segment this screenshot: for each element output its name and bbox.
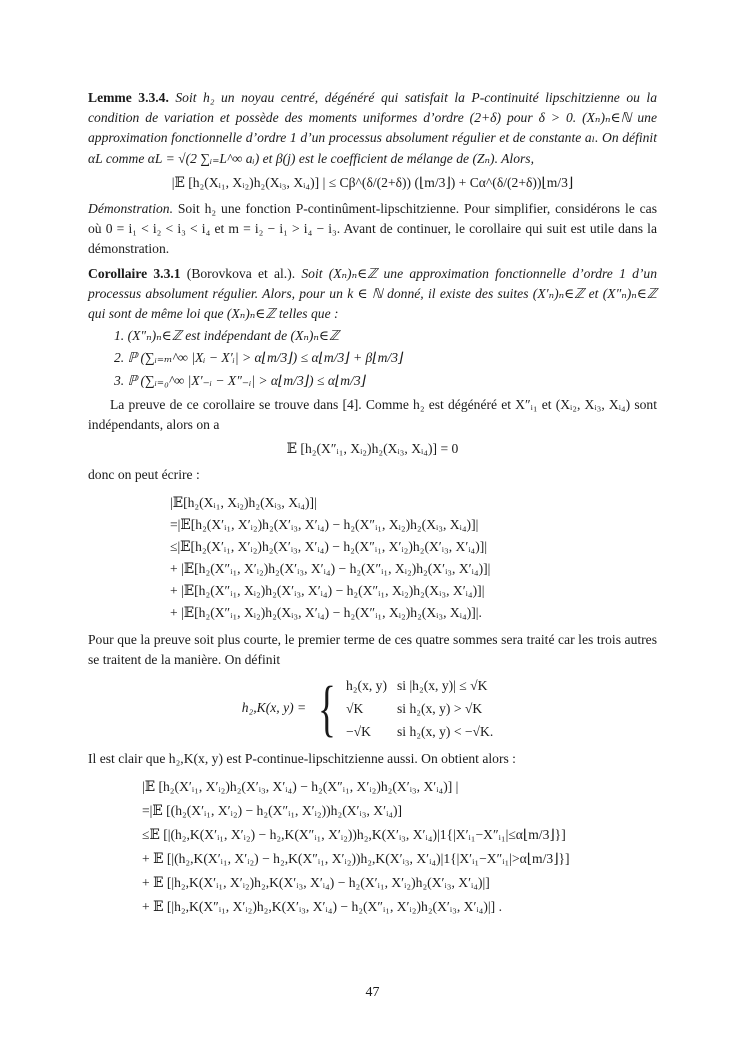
corollary-label: Corollaire 3.3.1	[88, 265, 181, 281]
cases-row	[346, 674, 503, 697]
cases-row	[346, 697, 503, 720]
page-number: 47	[365, 985, 380, 1000]
corollary-statement: Soit (Xₙ)ₙ∈ℤ une approximation fonctionnelle d’ordre 1 d’un processus absolument régulier. Alors, pour un k ∈ ℕ donné, il existe des suites (X′ₙ)ₙ∈ℤ et (X″ₙ)ₙ∈ℤ qui sont de même loi que (Xₙ)ₙ∈ℤ telles que :	[88, 265, 658, 322]
truncation-definition	[88, 674, 657, 743]
cases-condition: si h₂(x, y) < −√K.	[396, 724, 494, 740]
align-line: + |𝔼[h₂(X″ᵢ₁, Xᵢ₂)h₂(X′ᵢ₃, X′ᵢ₄) − h₂(X″ᵢ₁, Xᵢ₂)h₂(Xᵢ₃, X′ᵢ₄)]|	[170, 582, 485, 598]
align-line: =|𝔼[h₂(X′ᵢ₁, X′ᵢ₂)h₂(X′ᵢ₃, X′ᵢ₄) − h₂(X″ᵢ₁, Xᵢ₂)h₂(Xᵢ₃, Xᵢ₄)]|	[170, 516, 479, 532]
lemma-formula: |𝔼 [h₂(Xᵢ₁, Xᵢ₂)h₂(Xᵢ₃, Xᵢ₄)] | ≤ Cβ^(δ/(2+δ)) (⌊m/3⌋) + Cα^(δ/(2+δ))⌊m/3⌋	[171, 174, 574, 190]
proof-text: Soit h₂ une fonction P-continûment-lipschitzienne. Pour simplifier, considérons le cas où 0 = i₁ < i₂ < i₃ < i₄ et m = i₂ − i₁ > i₄ − i₃. Avant de continuer, le corollaire qui suit est utile dans la démonstration.	[88, 201, 657, 257]
align-line: + 𝔼 [|h₂,K(X″ᵢ₁, X′ᵢ₂)h₂,K(X′ᵢ₃, X′ᵢ₄) − h₂(X″ᵢ₁, X′ᵢ₂)h₂(X′ᵢ₃, X′ᵢ₄)|] .	[142, 899, 502, 915]
cases-table	[346, 674, 503, 743]
cases-condition: si h₂(x, y) > √K	[396, 701, 483, 717]
paragraph-lipschitz: Il est clair que h₂,K(x, y) est P-continue-lipschitzienne aussi. On obtient alors :	[88, 751, 516, 767]
inequality-chain-2	[142, 775, 657, 919]
corollary-item: 2. ℙ (∑ᵢ₌ₘ^∞ |Xᵢ − X′ᵢ| > α⌊m/3⌋) ≤ α⌊m/3⌋ + β⌊m/3⌋	[114, 350, 404, 366]
align-line: |𝔼 [h₂(X′ᵢ₁, X′ᵢ₂)h₂(X′ᵢ₃, X′ᵢ₄) − h₂(X″ᵢ₁, X′ᵢ₂)h₂(X′ᵢ₃, X′ᵢ₄)] |	[142, 779, 459, 795]
cases-lhs: h₂,K(x, y) =	[241, 700, 307, 716]
cases-row	[346, 720, 503, 743]
paragraph-define: Pour que la preuve soit plus courte, le premier terme de ces quatre sommes sera traité car les trois autres se traitent de la manière. On définit	[88, 631, 657, 667]
equation-zero-expectation: 𝔼 [h₂(X″ᵢ₁, Xᵢ₂)h₂(Xᵢ₃, Xᵢ₄)] = 0	[286, 441, 459, 457]
paragraph-proof-reference: La preuve de ce corollaire se trouve dans [4]. Comme h₂ est dégénéré et X″ᵢ₁ et (Xᵢ₂, Xᵢ₃, Xᵢ₄) sont indépendants, alors on a	[88, 396, 657, 433]
paragraph-write: donc on peut écrire :	[88, 467, 200, 483]
align-line: |𝔼[h₂(Xᵢ₁, Xᵢ₂)h₂(Xᵢ₃, Xᵢ₄)]|	[170, 494, 317, 510]
lemma	[88, 88, 657, 169]
align-line: + 𝔼 [|(h₂,K(X′ᵢ₁, X′ᵢ₂) − h₂,K(X″ᵢ₁, X′ᵢ₂))h₂,K(X′ᵢ₃, X′ᵢ₄)|1{|X′ᵢ₁−X″ᵢ₁|>α⌊m/3⌋}]	[142, 851, 570, 867]
cases-value: √K	[346, 701, 364, 717]
align-line: + 𝔼 [|h₂,K(X′ᵢ₁, X′ᵢ₂)h₂,K(X′ᵢ₃, X′ᵢ₄) − h₂(X′ᵢ₁, X′ᵢ₂)h₂(X′ᵢ₃, X′ᵢ₄)|]	[142, 875, 490, 891]
corollary-item: 3. ℙ (∑ᵢ₌₀^∞ |X′₋ᵢ − X″₋ᵢ| > α⌊m/3⌋) ≤ α⌊m/3⌋	[114, 372, 366, 388]
align-line: + |𝔼[h₂(X″ᵢ₁, X′ᵢ₂)h₂(X′ᵢ₃, X′ᵢ₄) − h₂(X″ᵢ₁, Xᵢ₂)h₂(X′ᵢ₃, X′ᵢ₄)]|	[170, 560, 491, 576]
cases-brace: {	[318, 674, 337, 743]
align-line: =|𝔼 [(h₂(X′ᵢ₁, X′ᵢ₂) − h₂(X″ᵢ₁, X′ᵢ₂))h₂(X′ᵢ₃, X′ᵢ₄)]	[142, 803, 403, 819]
corollary	[88, 264, 657, 325]
corollary-item: 1. (X″ₙ)ₙ∈ℤ est indépendant de (Xₙ)ₙ∈ℤ	[114, 328, 340, 344]
cases-condition: si |h₂(x, y)| ≤ √K	[396, 678, 488, 694]
lemma-statement: Soit h₂ un noyau centré, dégénéré qui satisfait la P-continuité lipschitzienne ou la condition de variation et possède des moments uniformes d’ordre (2+δ) pour δ > 0. (Xₙ)ₙ∈ℕ une approximation fonctionnelle d’ordre 1 d’un processus absolument régulier et de constante aₗ. On définit αL comme αL = √(2 ∑ᵢ₌L^∞ aᵢ) et β(j) est le coefficient de mélange de (Zₙ). Alors,	[88, 90, 657, 166]
lemma-label: Lemme 3.3.4.	[88, 90, 169, 105]
align-line: ≤𝔼 [|(h₂,K(X′ᵢ₁, X′ᵢ₂) − h₂,K(X″ᵢ₁, X′ᵢ₂))h₂,K(X′ᵢ₃, X′ᵢ₄)|1{|X′ᵢ₁−X″ᵢ₁|≤α⌊m/3⌋}]	[142, 827, 566, 843]
align-line: + |𝔼[h₂(X″ᵢ₁, Xᵢ₂)h₂(Xᵢ₃, X′ᵢ₄) − h₂(X″ᵢ₁, Xᵢ₂)h₂(Xᵢ₃, Xᵢ₄)]|.	[170, 604, 482, 620]
inequality-chain-1	[170, 492, 657, 624]
corollary-items	[88, 326, 657, 391]
proof-paragraph	[88, 199, 657, 260]
cases-value: −√K	[346, 724, 371, 740]
align-line: ≤|𝔼[h₂(X′ᵢ₁, X′ᵢ₂)h₂(X′ᵢ₃, X′ᵢ₄) − h₂(X″ᵢ₁, X′ᵢ₂)h₂(X′ᵢ₃, X′ᵢ₄)]|	[170, 538, 488, 554]
corollary-cite: (Borovkova et al.).	[180, 265, 296, 281]
cases-value: h₂(x, y)	[346, 678, 387, 694]
page-body	[88, 88, 657, 925]
proof-label: Démonstration.	[88, 201, 173, 217]
